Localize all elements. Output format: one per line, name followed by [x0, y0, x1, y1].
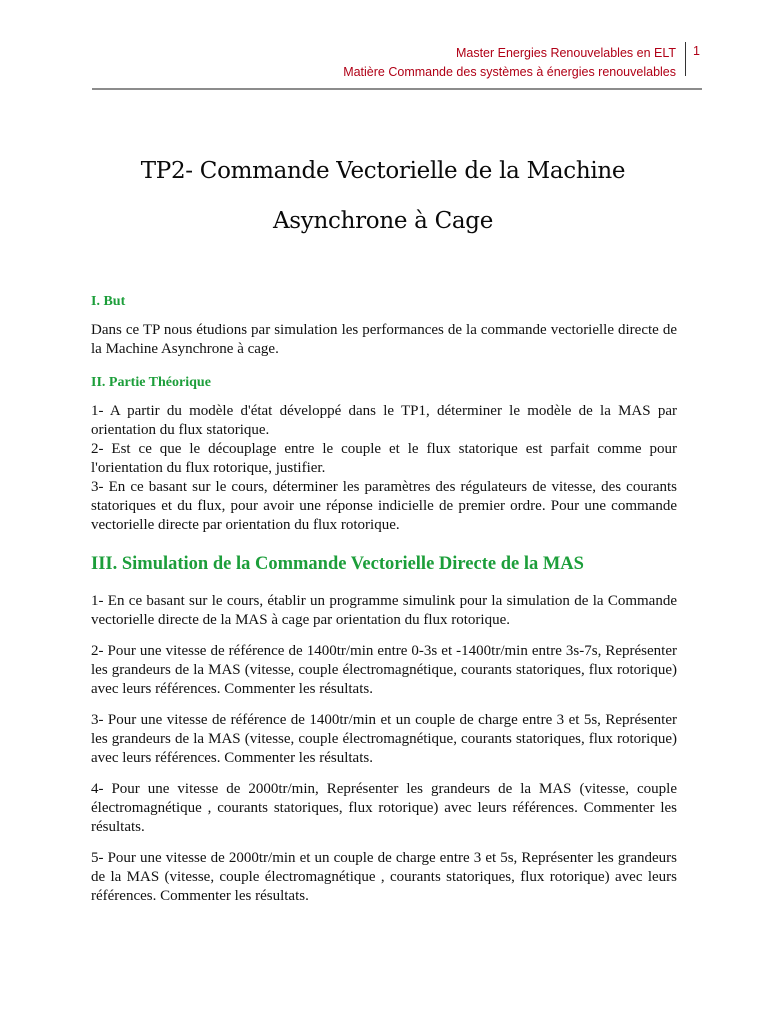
header-separator — [685, 42, 686, 76]
page-header — [92, 40, 702, 90]
header-line-program: Master Energies Renouvelables en ELT — [455, 46, 676, 60]
title-line-1: TP2- Commande Vectorielle de la Machine — [140, 158, 626, 184]
theorique-item-2: 2- Est ce que le découplage entre le couple et le flux statorique est parfait comme pour l'orientation du flux rotorique, justifier. — [91, 441, 677, 476]
simulation-item-2: 2- Pour une vitesse de référence de 1400tr/min entre 0-3s et -1400tr/min entre 3s-7s, Représenter les grandeurs de la MAS (vitesse, couple électromagnétique, courants statoriques, flux rotorique) avec leurs références. Commenter les résultats. — [91, 643, 677, 697]
header-text — [343, 44, 676, 82]
but-paragraph: Dans ce TP nous étudions par simulation les performances de la commande vectorielle directe de la Machine Asynchrone à cage. — [91, 322, 677, 357]
theorique-item-1: 1- A partir du modèle d'état développé dans le TP1, déterminer le modèle de la MAS par orientation du flux statorique. — [91, 403, 677, 438]
title-line-2: Asynchrone à Cage — [272, 208, 494, 234]
section-heading-theorique: II. Partie Théorique — [91, 375, 211, 390]
simulation-item-4: 4- Pour une vitesse de 2000tr/min, Représenter les grandeurs de la MAS (vitesse, couple électromagnétique , courants statoriques, flux rotorique) avec leurs références. Commenter les résultats. — [91, 781, 677, 835]
simulation-item-1: 1- En ce basant sur le cours, établir un programme simulink pour la simulation de la Commande vectorielle directe de la MAS à cage par orientation du flux rotorique. — [91, 593, 677, 628]
page-number: 1 — [693, 44, 700, 58]
document-body — [91, 292, 677, 918]
simulation-item-5: 5- Pour une vitesse de 2000tr/min et un couple de charge entre 3 et 5s, Représenter les grandeurs de la MAS (vitesse, couple électromagnétique , courants statoriques, flux rotorique) avec leurs références. Commenter les résultats. — [91, 850, 677, 904]
document-title — [90, 146, 676, 246]
theorique-item-3: 3- En ce basant sur le cours, déterminer les paramètres des régulateurs de vitesse, des courants statoriques et du flux, pour avoir une réponse indicielle de premier ordre. Pour une commande vectorielle directe par orientation du flux rotorique. — [91, 479, 677, 533]
section-heading-but: I. But — [91, 294, 126, 309]
simulation-item-3: 3- Pour une vitesse de référence de 1400tr/min et un couple de charge entre 3 et 5s, Représenter les grandeurs de la MAS (vitesse, couple électromagnétique, courants statoriques, flux rotorique) avec leurs références. Commenter les résultats. — [91, 712, 677, 766]
header-line-course: Matière Commande des systèmes à énergies renouvelables — [343, 65, 676, 79]
section-heading-simulation: III. Simulation de la Commande Vectorielle Directe de la MAS — [91, 554, 584, 574]
